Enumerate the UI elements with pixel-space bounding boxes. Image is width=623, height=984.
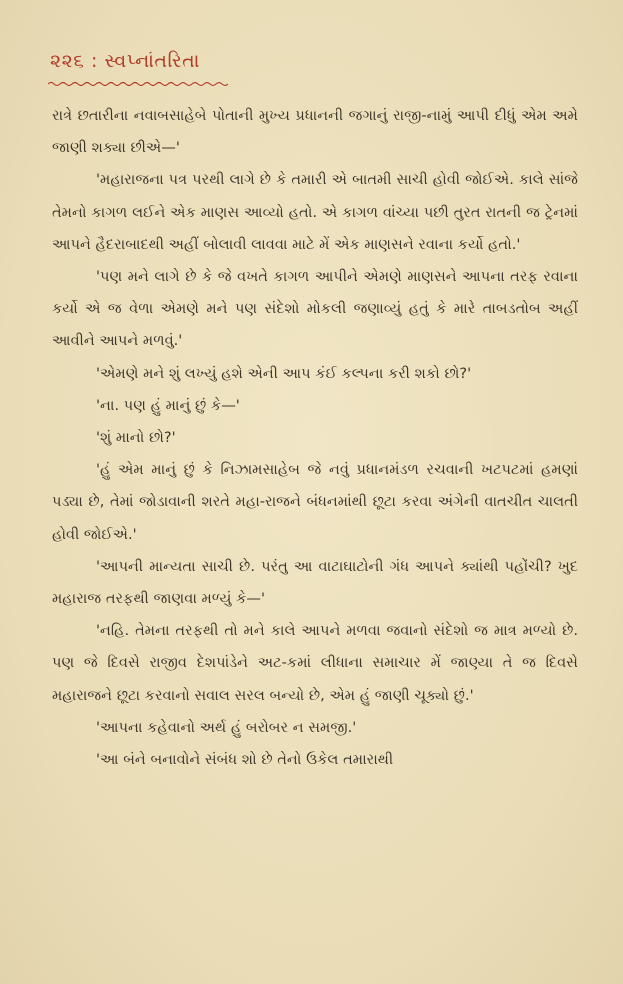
- paragraph: 'આપની માન્યતા સાચી છે. પરંતુ આ વાટાઘાટોની ગંધ આપને ક્યાંથી પહોંચી? ખુદ મહારાજ તરફથી જાણવા મળ્યું કે—': [52, 557, 578, 608]
- header-separator: :: [91, 50, 98, 72]
- page-body: [52, 100, 578, 776]
- paragraph: 'ના. પણ હું માનું છું કે—': [96, 396, 240, 414]
- page-number: ૨૨૬: [50, 50, 85, 72]
- paragraph: 'શું માનો છો?': [96, 429, 176, 447]
- paragraph: 'આ બંને બનાવોને સંબંધ શો છે તેનો ઉકેલ તમારાથી: [96, 751, 394, 769]
- paragraph: 'પણ મને લાગે છે કે જે વખતે કાગળ આપીને એમણે માણસને આપના તરફ રવાના કર્યો એ જ વેળા એમણે મને પણ સંદેશો મોકલી જણાવ્યું હતું કે મારે તાબડતોબ અહીં આવીને આપને મળવું.': [52, 268, 578, 350]
- running-header: [50, 50, 200, 72]
- paragraph: 'આપના કહેવાનો અર્થ હું બરોબર ન સમજી.': [96, 718, 357, 736]
- paragraph: 'મહારાજના પત્ર પરથી લાગે છે કે તમારી એ બાતમી સાચી હોવી જોઈએ. કાલે સાંજે તેમનો કાગળ લઈને એક માણસ આવ્યો હતો. એ કાગળ વાંચ્યા પછી તુરત રાતની જ ટ્રેનમાં આપને હૈદરાબાદથી અહીં બોલાવી લાવવા માટે મેં એક માણસને રવાના કર્યો હતો.': [52, 171, 578, 253]
- paragraph: રાત્રે છતારીના નવાબસાહેબે પોતાની મુખ્ય પ્રધાનની જગાનું રાજી-નામું આપી દીધું એમ અમે જાણી શક્યા છીએ—': [52, 107, 578, 157]
- paragraph: 'હું એમ માનું છું કે નિઝામસાહેબ જે નવું પ્રધાનમંડળ રચવાની ખટપટમાં હમણાં પડ્યા છે, તેમાં જોડાવાની શરતે મહા-રાજને બંધનમાંથી છૂટા કરવા અંગેની વાતચીત ચાલતી હોવી જોઈએ.': [52, 461, 578, 543]
- paragraph: 'નહિ. તેમના તરફથી તો મને કાલે આપને મળવા જવાનો સંદેશો જ માત્ર મળ્યો છે. પણ જે દિવસે રાજીવ દેશપાંડેને અટ-કમાં લીધાના સમાચાર મેં જાણ્યા તે જ દિવસે મહારાજને છૂટા કરવાનો સવાલ સરલ બન્યો છે, એમ હું જાણી ચૂક્યો છું.': [52, 622, 578, 704]
- header-wavy-rule: [48, 81, 228, 87]
- paragraph: 'એમણે મને શું લખ્યું હશે એની આપ કંઈ કલ્પના કરી શકો છો?': [96, 364, 472, 382]
- chapter-title: સ્વપ્નાંતરિતા: [104, 50, 200, 72]
